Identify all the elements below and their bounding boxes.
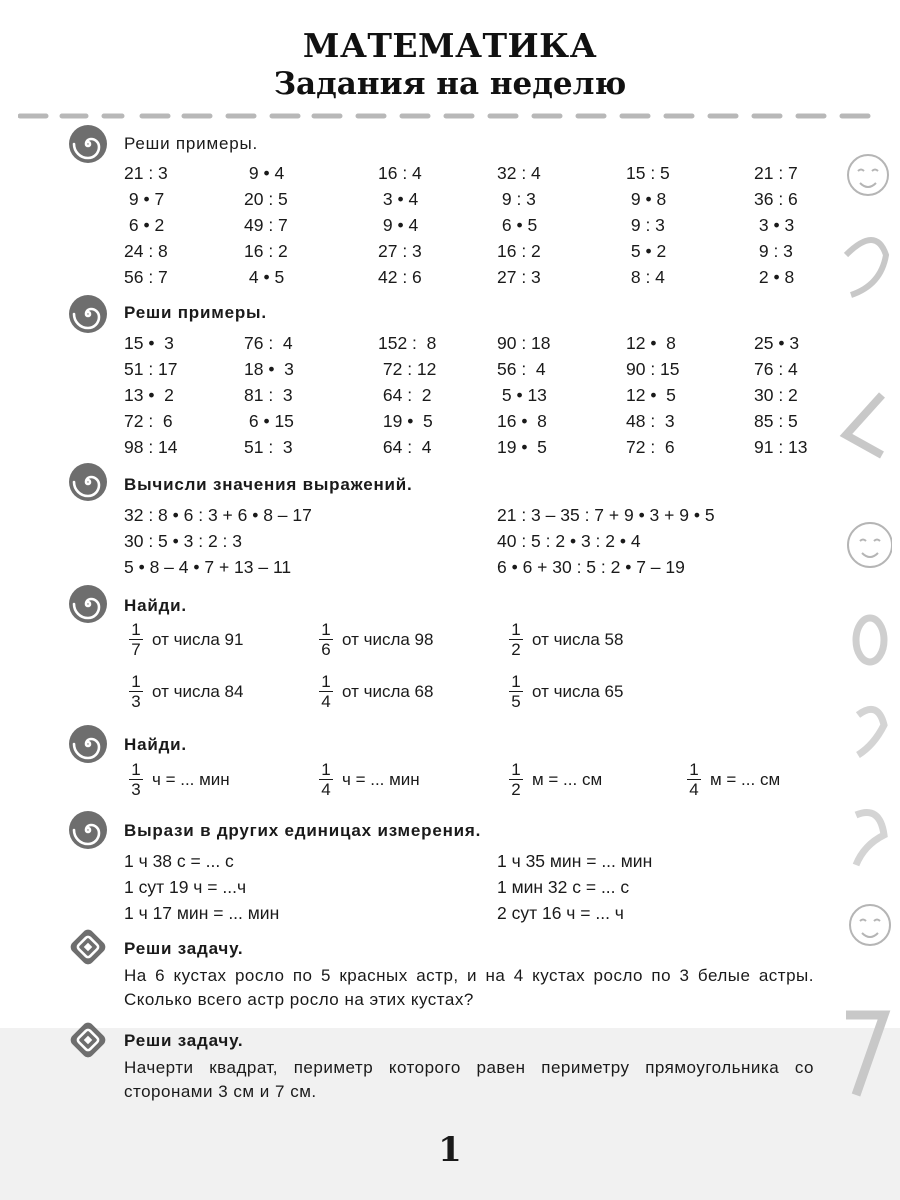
math-example: 25 • 3 [754,333,800,353]
math-example: 76 : 4 [754,359,798,379]
dashed-divider [18,110,884,122]
math-example: 90 : 18 [497,333,551,353]
math-example: 12 • 8 [626,333,676,353]
conversion-task: 1 ч 35 мин = ... мин [497,851,653,871]
math-example: 2 • 8 [754,267,795,287]
math-example: 32 : 4 [497,163,541,183]
diamond-icon [68,927,108,967]
smiley-face-icon-2 [848,523,892,567]
side-decoration [832,135,892,1105]
math-example: 16 • 8 [497,411,547,431]
math-example: 18 • 3 [244,359,294,379]
section-4-heading: Найди. [124,596,187,615]
math-example: 36 : 6 [754,189,798,209]
bottom-shade [0,1028,900,1200]
math-example: 9 • 4 [378,215,419,235]
math-example: 30 : 2 [754,385,798,405]
math-example: 24 : 8 [124,241,168,261]
math-example: 91 : 13 [754,437,808,457]
math-example: 76 : 4 [244,333,293,353]
word-problem: Начерти квадрат, периметр которого равен периметру прямоугольника со сторонами 3 см и 7 см. [124,1058,814,1101]
expression: 21 : 3 – 35 : 7 + 9 • 3 + 9 • 5 [497,505,715,525]
spiral-icon [68,462,108,502]
math-example: 8 : 4 [626,267,665,287]
math-example: 19 • 5 [378,411,433,431]
smiley-face-icon [848,155,888,195]
page-title: МАТЕМАТИКА [302,26,598,65]
math-example: 98 : 14 [124,437,178,457]
math-example: 27 : 3 [497,267,541,287]
fraction-task: $\frac{1}{3}$ от числа 84 [131,672,244,711]
math-example: 27 : 3 [378,241,422,261]
expression: 30 : 5 • 3 : 2 : 3 [124,531,243,551]
unit-fraction-task: $\frac{1}{2}$ м = ... см [511,760,603,799]
math-example: 48 : 3 [626,411,675,431]
math-example: 90 : 15 [626,359,680,379]
math-example: 6 • 5 [497,215,538,235]
math-example: 51 : 3 [244,437,293,457]
math-example: 5 • 2 [626,241,667,261]
math-example: 16 : 2 [497,241,541,261]
math-example: 3 • 4 [378,189,419,209]
conversion-task: 2 сут 16 ч = ... ч [497,903,624,923]
math-example: 5 • 13 [497,385,547,405]
math-example: 56 : 7 [124,267,168,287]
conversion-task: 1 сут 19 ч = ...ч [124,877,247,897]
math-example: 19 • 5 [497,437,547,457]
math-example: 6 • 15 [244,411,294,431]
section-7-heading: Реши задачу. [124,939,244,958]
math-example: 13 • 2 [124,385,174,405]
math-example: 15 : 5 [626,163,670,183]
digit-zero-decoration [856,618,884,662]
math-example: 152 : 8 [378,333,437,353]
unit-fraction-task: $\frac{1}{4}$ ч = ... мин [321,760,420,799]
page-subtitle: Задания на неделю [273,66,627,102]
digit-one-decoration [846,395,882,455]
math-example: 12 • 5 [626,385,676,405]
fraction-task: $\frac{1}{7}$ от числа 91 [131,620,244,659]
unit-fraction-task: $\frac{1}{4}$ м = ... см [689,760,781,799]
spiral-icon [68,584,108,624]
math-example: 9 : 3 [754,241,793,261]
section-2-heading: Реши примеры. [124,303,267,322]
spiral-icon [68,810,108,850]
expression: 40 : 5 : 2 • 3 : 2 • 4 [497,531,641,551]
expression: 6 • 6 + 30 : 5 : 2 • 7 – 19 [497,557,685,577]
math-example: 9 • 4 [244,163,285,183]
page-number: 1 [438,1130,462,1170]
expression: 5 • 8 – 4 • 7 + 13 – 11 [124,557,292,577]
math-example: 64 : 4 [378,437,432,457]
math-example: 16 : 4 [378,163,422,183]
math-example: 3 • 3 [754,215,795,235]
math-example: 6 • 2 [124,215,165,235]
word-problem: На 6 кустах росло по 5 красных астр, и на 4 кустах росло по 3 белые астры. Сколько всего астр росло на этих кустах? [124,966,814,1009]
math-example: 51 : 17 [124,359,178,379]
math-example: 20 : 5 [244,189,288,209]
math-example: 56 : 4 [497,359,546,379]
math-example: 81 : 3 [244,385,293,405]
math-example: 72 : 6 [124,411,173,431]
spiral-icon [68,124,108,164]
section-3-heading: Вычисли значения выражений. [124,475,413,494]
diamond-icon [68,1020,108,1060]
math-example: 64 : 2 [378,385,432,405]
fraction-task: $\frac{1}{2}$ от числа 58 [511,620,624,659]
math-example: 9 : 3 [626,215,665,235]
math-example: 9 • 8 [626,189,667,209]
math-example: 72 : 6 [626,437,675,457]
smiley-face-icon-3 [850,905,890,945]
spiral-icon [68,724,108,764]
spiral-icon [68,294,108,334]
conversion-task: 1 мин 32 с = ... с [497,877,630,897]
conversion-task: 1 ч 38 с = ... с [124,851,234,871]
math-example: 16 : 2 [244,241,288,261]
math-example: 21 : 3 [124,163,168,183]
math-example: 49 : 7 [244,215,288,235]
math-example: 9 : 3 [497,189,536,209]
section-6-heading: Вырази в других единицах измерения. [124,821,482,840]
math-example: 72 : 12 [378,359,437,379]
math-example: 85 : 5 [754,411,798,431]
math-example: 9 • 7 [124,189,165,209]
conversion-task: 1 ч 17 мин = ... мин [124,903,280,923]
math-example: 4 • 5 [244,267,285,287]
digit-seven-decoration [846,1015,884,1095]
unit-fraction-task: $\frac{1}{3}$ ч = ... мин [131,760,230,799]
math-example: 15 • 3 [124,333,174,353]
math-example: 21 : 7 [754,163,798,183]
fraction-task: $\frac{1}{5}$ от числа 65 [511,672,624,711]
section-5-heading: Найди. [124,735,187,754]
math-example: 42 : 6 [378,267,422,287]
fraction-task: $\frac{1}{4}$ от числа 68 [321,672,434,711]
fraction-task: $\frac{1}{6}$ от числа 98 [321,620,434,659]
section-1-heading: Реши примеры. [124,134,258,153]
section-8-heading: Реши задачу. [124,1031,244,1050]
expression: 32 : 8 • 6 : 3 + 6 • 8 – 17 [124,505,312,525]
